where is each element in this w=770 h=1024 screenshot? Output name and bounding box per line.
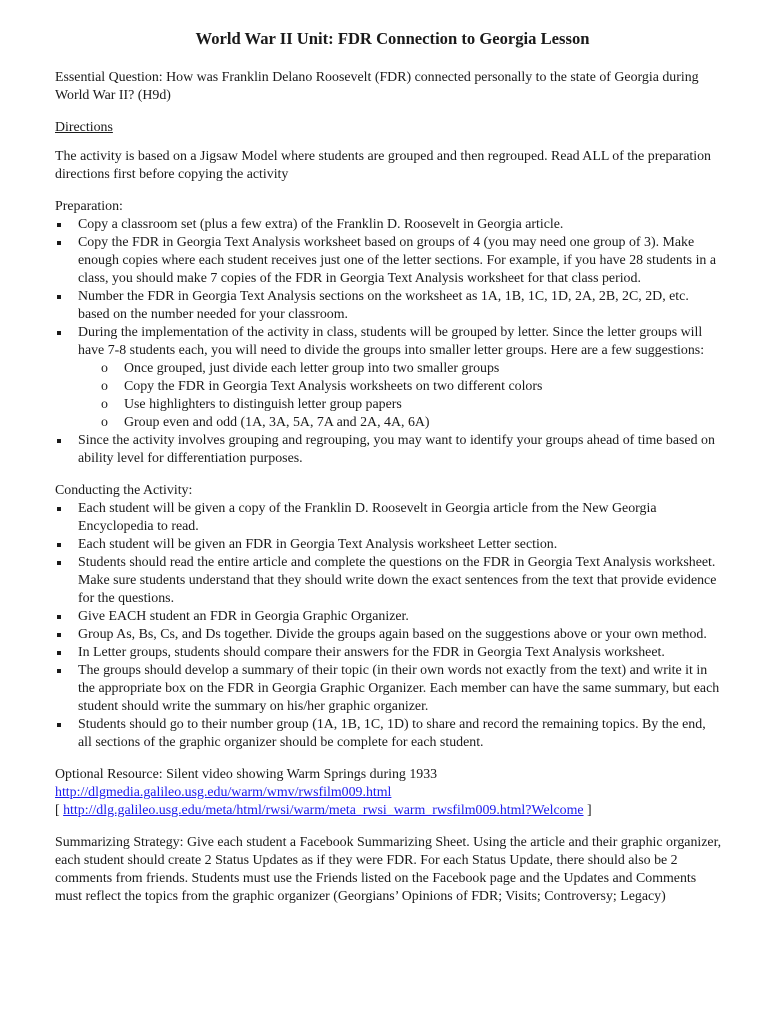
- list-item: Copy a classroom set (plus a few extra) of the Franklin D. Roosevelt in Georgia article.: [55, 216, 722, 234]
- preparation-list: [55, 216, 722, 468]
- list-item: Each student will be given an FDR in Georgia Text Analysis worksheet Letter section.: [55, 536, 722, 554]
- list-item: Copy the FDR in Georgia Text Analysis worksheet based on groups of 4 (you may need one group of 3). Make enough copies where each student receives just one of the letter sections. For example, if you have 28 students in a class, you should make 7 copies of the FDR in Georgia Text Analysis worksheet for that class period.: [55, 234, 722, 288]
- preparation-heading: Preparation:: [55, 199, 123, 214]
- list-item: [55, 324, 722, 432]
- list-item: Group As, Bs, Cs, and Ds together. Divide the groups again based on the suggestions above or your own method.: [55, 626, 722, 644]
- optional-resource-label: Optional Resource: Silent video showing Warm Springs during 1933: [55, 767, 438, 782]
- list-item: Since the activity involves grouping and regrouping, you may want to identify your groups ahead of time based on ability level for differentiation purposes.: [55, 432, 722, 468]
- list-item: Number the FDR in Georgia Text Analysis sections on the worksheet as 1A, 1B, 1C, 1D, 2A, 2B, 2C, 2D, etc. based on the number needed for your classroom.: [55, 288, 722, 324]
- list-item: In Letter groups, students should compare their answers for the FDR in Georgia Text Analysis worksheet.: [55, 644, 722, 662]
- conducting-section: [55, 482, 722, 752]
- suggestion-item: o Once grouped, just divide each letter group into two smaller groups: [101, 360, 722, 378]
- directions-text: The activity is based on a Jigsaw Model where students are grouped and then regrouped. Read ALL of the preparation directions first before copying the activity: [55, 149, 711, 182]
- suggestions-list: [78, 360, 722, 432]
- list-item: The groups should develop a summary of their topic (in their own words not exactly from the text) and write it in the appropriate box on the FDR in Georgia Graphic Organizer. Each member can have the same summary, but each student should write the summary on his/her graphic organizer.: [55, 662, 722, 716]
- conducting-list: [55, 500, 722, 752]
- list-item: Give EACH student an FDR in Georgia Graphic Organizer.: [55, 608, 722, 626]
- bracket-close: ]: [583, 803, 592, 818]
- suggestion-item: o Copy the FDR in Georgia Text Analysis worksheets on two different colors: [101, 378, 722, 396]
- essential-question: Essential Question: How was Franklin Delano Roosevelt (FDR) connected personally to the state of Georgia during World War II? (H9d): [55, 70, 699, 103]
- preparation-section: [55, 198, 722, 468]
- list-item: Each student will be given a copy of the Franklin D. Roosevelt in Georgia article from the New Georgia Encyclopedia to read.: [55, 500, 722, 536]
- conducting-heading: Conducting the Activity:: [55, 483, 193, 498]
- metadata-link[interactable]: http://dlg.galileo.usg.edu/meta/html/rwsi/warm/meta_rwsi_warm_rwsfilm009.html?Welcome: [63, 803, 584, 818]
- list-item: Students should go to their number group (1A, 1B, 1C, 1D) to share and record the remaining topics. By the end, all sections of the graphic organizer should be complete for each student.: [55, 716, 722, 752]
- directions-heading: Directions: [55, 120, 113, 135]
- video-link[interactable]: http://dlgmedia.galileo.usg.edu/warm/wmv/rwsfilm009.html: [55, 785, 392, 800]
- optional-resource: [55, 766, 722, 820]
- page-title: World War II Unit: FDR Connection to Georgia Lesson: [195, 29, 590, 48]
- bracket-open: [: [55, 803, 64, 818]
- suggestion-item: o Group even and odd (1A, 3A, 5A, 7A and 2A, 4A, 6A): [101, 414, 722, 432]
- summarizing-strategy: Summarizing Strategy: Give each student a Facebook Summarizing Sheet. Using the article and their graphic organizer, each student should create 2 Status Updates as if they were FDR. For each Status Update, there should also be 2 comments from friends. Students must use the Friends listed on the Facebook page and the Updates and Comments must reflect the topics from the graphic organizer (Georgians’ Opinions of FDR; Visits; Controversy; Legacy): [55, 835, 722, 904]
- list-item-text: During the implementation of the activity in class, students will be grouped by letter. Since the letter groups will have 7-8 students each, you will need to divide the groups into smaller letter groups. Here are a few suggestions:: [78, 325, 705, 358]
- suggestion-item: o Use highlighters to distinguish letter group papers: [101, 396, 722, 414]
- list-item: Students should read the entire article and complete the questions on the FDR in Georgia Text Analysis worksheet. Make sure students understand that they should write down the exact sentences from the text that provide evidence for the questions.: [55, 554, 722, 608]
- metadata-link-line: [55, 802, 722, 820]
